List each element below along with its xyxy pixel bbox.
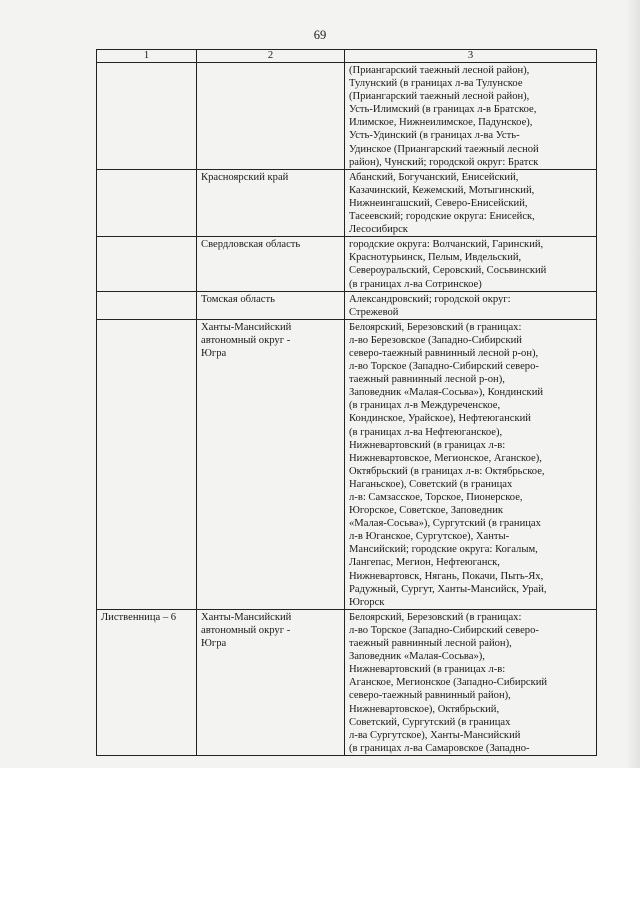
region-cell: Свердловская область (197, 237, 345, 291)
species-cell: Лиственница – 6 (97, 609, 197, 755)
region-table (96, 49, 597, 756)
species-cell (97, 63, 197, 170)
region-cell (197, 63, 345, 170)
region-cell: Красноярский край (197, 169, 345, 236)
districts-cell: Абанский, Богучанский, Енисейский, Казачинский, Кежемский, Мотыгинский, Нижнеингашский, Северо-Енисейский, Тасеевский; городские округа: Енисейск, Лесосибирск (345, 169, 597, 236)
species-cell (97, 237, 197, 291)
districts-cell: Белоярский, Березовский (в границах: л-во Торское (Западно-Сибирский северо- таежный равнинный лесной район), Заповедник «Малая-Сосьва»), Нижневартовский (в границах л-в: Аганское, Мегионское (Западно-Сибирский северо-таежный равнинный район), Нижневартовское), Октябрьский, Советский, Сургутский (в границах л-ва Сургутское), Ханты-Мансийский (в границах л-ва Самаровское (Западно- (345, 609, 597, 755)
table-header (97, 50, 597, 63)
districts-cell: городские округа: Волчанский, Гаринский, Краснотурьинск, Пелым, Ивдельский, Североуральский, Серовский, Сосьвинский (в границах л-ва Сотринское) (345, 237, 597, 291)
page-number: 69 (313, 28, 327, 42)
districts-cell: (Приангарский таежный лесной район), Тулунский (в границах л-ва Тулунское (Приангарский таежный лесной район), Усть-Илимский (в границах л-в Братское, Илимское, Нижнеилимское, Падунское), Усть-Удинский (в границах л-ва Усть- Удинское (Приангарский таежный лесной район), Чунский; городской округ: Братск (345, 63, 597, 170)
species-cell (97, 169, 197, 236)
column-header-1: 1 (97, 50, 197, 63)
species-cell (97, 291, 197, 319)
table-row (97, 319, 597, 609)
table-row (97, 291, 597, 319)
table-row (97, 169, 597, 236)
table-row (97, 609, 597, 755)
districts-cell: Александровский; городской округ: Стрежевой (345, 291, 597, 319)
districts-cell: Белоярский, Березовский (в границах: л-во Березовское (Западно-Сибирский северо-таежный равнинный лесной р-он), л-во Торское (Западно-Сибирский северо- таежный равнинный лесной р-он), Заповедник «Малая-Сосьва»), Кондинский (в границах л-в Междуреченское, Кондинское, Урайское), Нефтеюганский (в границах л-ва Нефтеюганское), Нижневартовский (в границах л-в: Нижневартовское, Мегионское, Аганское), Октябрьский (в границах л-в: Октябрьское, Наганьское), Советский (в границах л-в: Самзасское, Торское, Пионерское, Югорское, Советское, Заповедник «Малая-Сосьва»), Сургутский (в границах л-в Юганское, Сургутское), Ханты- Мансийский; городские округа: Когалым, Лангепас, Мегион, Нефтеюганск, Нижневартовск, Нягань, Покачи, Пыть-Ях, Радужный, Сургут, Ханты-Мансийск, Урай, Югорск (345, 319, 597, 609)
table-body (97, 63, 597, 756)
region-cell: Томская область (197, 291, 345, 319)
column-header-2: 2 (197, 50, 345, 63)
column-header-3: 3 (345, 50, 597, 63)
header-row (97, 50, 597, 63)
table-row (97, 63, 597, 170)
species-cell (97, 319, 197, 609)
table-row (97, 237, 597, 291)
region-cell: Ханты-Мансийский автономный округ - Югра (197, 319, 345, 609)
region-cell: Ханты-Мансийский автономный округ - Югра (197, 609, 345, 755)
